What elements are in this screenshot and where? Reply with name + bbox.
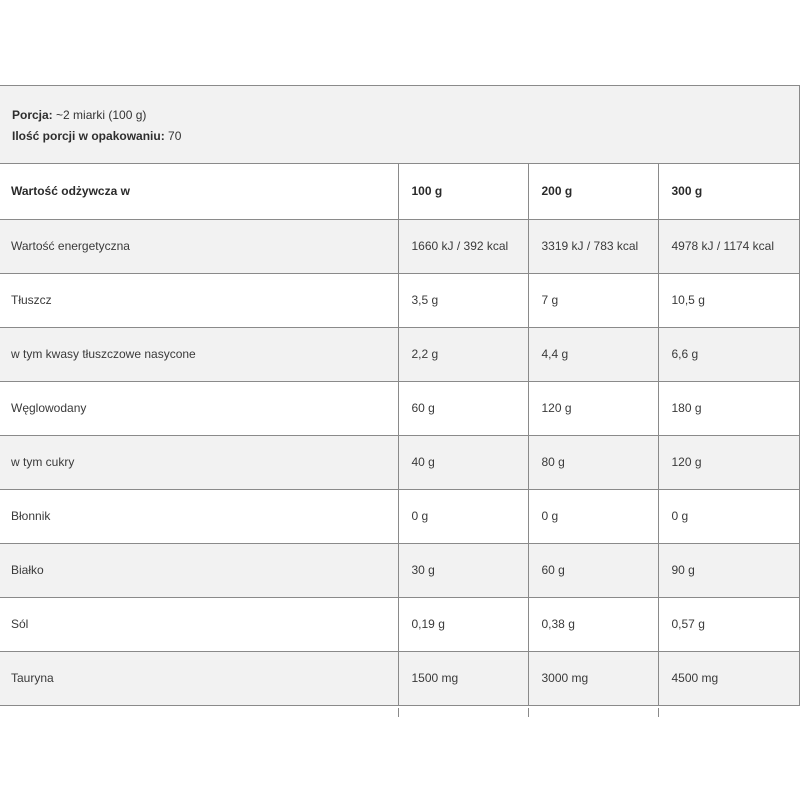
value-300g: 0 g <box>658 489 799 543</box>
column-divider-stub <box>658 708 659 717</box>
value-100g: 60 g <box>398 381 528 435</box>
serving-count-line <box>12 126 799 147</box>
nutrient-name: Sól <box>0 597 398 651</box>
nutrition-table <box>0 164 799 706</box>
value-200g: 7 g <box>528 273 658 327</box>
table-row <box>0 435 799 489</box>
table-row <box>0 381 799 435</box>
value-100g: 30 g <box>398 543 528 597</box>
value-200g: 120 g <box>528 381 658 435</box>
serving-portion-line <box>12 105 799 126</box>
table-row <box>0 651 799 705</box>
nutrient-name: Tłuszcz <box>0 273 398 327</box>
value-200g: 60 g <box>528 543 658 597</box>
serving-count-value: 70 <box>168 129 182 143</box>
value-300g: 6,6 g <box>658 327 799 381</box>
value-200g: 4,4 g <box>528 327 658 381</box>
table-row <box>0 327 799 381</box>
column-divider-stub <box>528 708 529 717</box>
value-100g: 40 g <box>398 435 528 489</box>
value-200g: 80 g <box>528 435 658 489</box>
value-300g: 90 g <box>658 543 799 597</box>
nutrient-name: w tym kwasy tłuszczowe nasycone <box>0 327 398 381</box>
nutrient-name: Tauryna <box>0 651 398 705</box>
value-200g: 3319 kJ / 783 kcal <box>528 219 658 273</box>
table-row <box>0 219 799 273</box>
header-300g: 300 g <box>658 164 799 219</box>
value-100g: 3,5 g <box>398 273 528 327</box>
table-row <box>0 597 799 651</box>
value-300g: 180 g <box>658 381 799 435</box>
value-100g: 0,19 g <box>398 597 528 651</box>
column-divider-stub <box>398 708 399 717</box>
value-300g: 4978 kJ / 1174 kcal <box>658 219 799 273</box>
table-header-row <box>0 164 799 219</box>
table-row <box>0 543 799 597</box>
nutrient-name: Wartość energetyczna <box>0 219 398 273</box>
value-300g: 0,57 g <box>658 597 799 651</box>
value-100g: 2,2 g <box>398 327 528 381</box>
nutrient-name: Białko <box>0 543 398 597</box>
table-row <box>0 489 799 543</box>
value-300g: 120 g <box>658 435 799 489</box>
serving-count-label: Ilość porcji w opakowaniu: <box>12 129 165 143</box>
nutrient-name: Błonnik <box>0 489 398 543</box>
serving-portion-label: Porcja: <box>12 108 53 122</box>
serving-info <box>0 86 799 164</box>
header-100g: 100 g <box>398 164 528 219</box>
header-200g: 200 g <box>528 164 658 219</box>
value-300g: 10,5 g <box>658 273 799 327</box>
serving-portion-value: ~2 miarki (100 g) <box>56 108 147 122</box>
value-100g: 0 g <box>398 489 528 543</box>
nutrient-name: w tym cukry <box>0 435 398 489</box>
value-200g: 0 g <box>528 489 658 543</box>
value-300g: 4500 mg <box>658 651 799 705</box>
value-200g: 0,38 g <box>528 597 658 651</box>
value-100g: 1660 kJ / 392 kcal <box>398 219 528 273</box>
nutrient-name: Węglowodany <box>0 381 398 435</box>
table-row <box>0 273 799 327</box>
header-nutrient: Wartość odżywcza w <box>0 164 398 219</box>
nutrition-table-frame <box>0 85 800 706</box>
value-200g: 3000 mg <box>528 651 658 705</box>
value-100g: 1500 mg <box>398 651 528 705</box>
